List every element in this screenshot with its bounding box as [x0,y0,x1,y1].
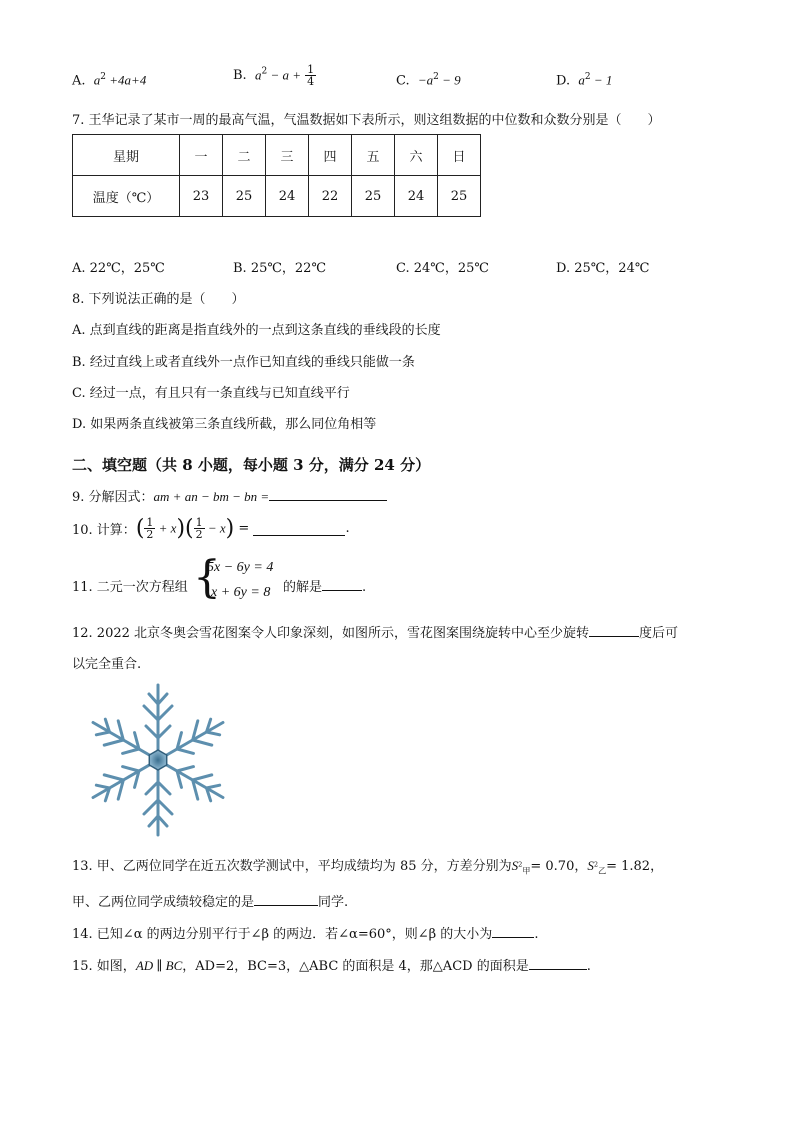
temperature-table [72,134,481,217]
answer-blank[interactable] [492,923,534,938]
q7-option-a: A. 22℃，25℃ [72,261,165,276]
q7-stem: 7. 王华记录了某市一周的最高气温，气温数据如下表所示，则这组数据的中位数和众数分别是（ ） [72,113,661,128]
q6-option-d: D. $a^2 - 1$ [556,72,613,89]
answer-blank[interactable] [254,891,318,906]
table-row-label: 温度（℃） [73,176,180,217]
table-row [73,176,481,217]
table-cell: 23 [180,176,223,217]
table-header-row [73,135,481,176]
answer-blank[interactable] [269,486,387,501]
q7-option-d: D. 25℃，24℃ [556,261,650,276]
table-header-cell: 四 [309,135,352,176]
q8-option-a: A. 点到直线的距离是指直线外的一点到这条直线的垂线段的长度 [72,323,441,338]
q8-option-b: B. 经过直线上或者直线外一点作已知直线的垂线只能做一条 [72,355,415,370]
q6-option-a: A. $a^2 +4a+4$ [72,72,147,89]
table-header-cell: 日 [438,135,481,176]
answer-blank[interactable] [589,622,639,637]
q12-line2: 以完全重合. [72,657,142,672]
q7-option-b: B. 25℃，22℃ [233,261,326,276]
q10: 10. 计算：( $\frac{1}{2}$ + x)( $\frac{1}{2}$ − x) = . [72,516,350,541]
equation-1: 5x − 6y = 4 [207,560,274,575]
q12-line1: 12. 2022 北京冬奥会雪花图案令人印象深刻，如图所示，雪花图案围绕旋转中心至少旋转 度后可 [72,622,678,641]
table-cell: 25 [352,176,395,217]
table-cell: 24 [266,176,309,217]
q7-option-c: C. 24℃，25℃ [396,261,489,276]
q8-option-c: C. 经过一点，有且只有一条直线与已知直线平行 [72,386,350,401]
section-title: 二、填空题（共 8 小题，每小题 3 分，满分 24 分） [72,456,431,474]
q6-option-c: C. $-a^2 - 9$ [396,72,461,89]
equation-2: x + 6y = 8 [211,585,271,600]
q13-line2: 甲、乙两位同学成绩较稳定的是 同学. [72,891,348,910]
table-cell: 25 [438,176,481,217]
answer-blank[interactable] [322,576,362,591]
system-brace: { [193,552,221,603]
q15: 15. 如图，AD ∥ BC，AD=2，BC=3，△ABC 的面积是 4，那△ACD 的面积是 . [72,955,591,974]
table-cell: 25 [223,176,266,217]
q8-stem: 8. 下列说法正确的是（ ） [72,292,245,307]
table-header-cell: 六 [395,135,438,176]
q11-prefix: 11. 二元一次方程组 [72,580,188,595]
q6-option-b: B. $a^2 - a$ + $\frac{1}{4}$ [233,63,315,88]
table-header-cell: 星期 [73,135,180,176]
q8-option-d: D. 如果两条直线被第三条直线所截，那么同位角相等 [72,417,377,432]
table-header-cell: 三 [266,135,309,176]
q11-suffix: 的解是 . [283,576,366,595]
answer-blank[interactable] [529,955,587,970]
answer-blank[interactable] [253,521,345,536]
q14: 14. 已知∠α 的两边分别平行于∠β 的两边．若∠α=60°，则∠β 的大小为 . [72,923,538,942]
table-header-cell: 五 [352,135,395,176]
table-cell: 24 [395,176,438,217]
q9: 9. 分解因式：am + an − bm − bn = [72,486,387,505]
table-header-cell: 二 [223,135,266,176]
table-cell: 22 [309,176,352,217]
snowflake-image [68,680,248,840]
q13-line1: 13. 甲、乙两位同学在近五次数学测试中，平均成绩均为 85 分，方差分别为$S^2_甲= 0.70$，$S^2_乙= 1.82$， [72,858,664,876]
table-header-cell: 一 [180,135,223,176]
